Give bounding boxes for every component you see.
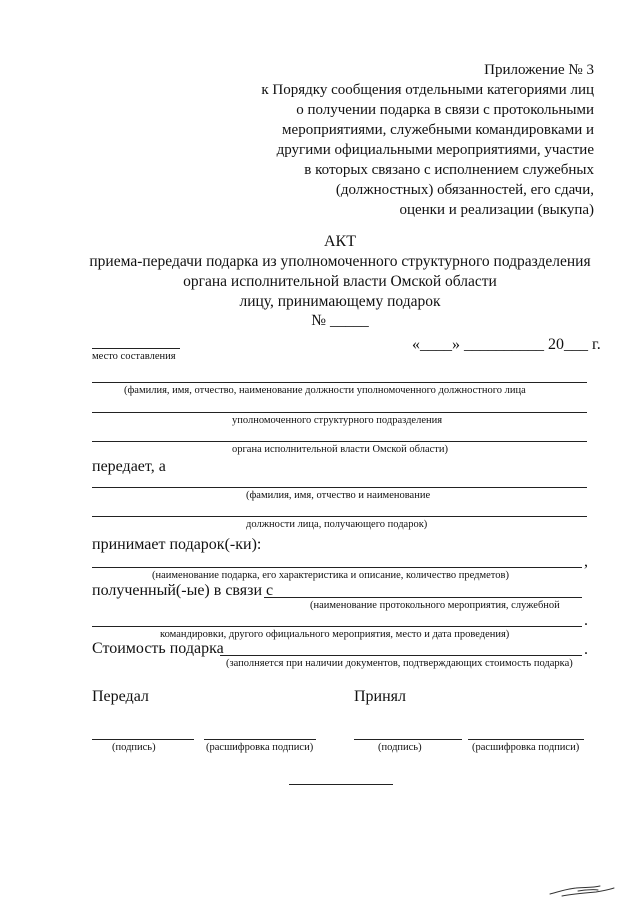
cost-line[interactable]	[220, 655, 582, 656]
took-signature-line[interactable]	[354, 739, 462, 740]
appendix-line: оценки и реализации (выкупа)	[399, 202, 594, 218]
transfers-label: передает, а	[92, 458, 166, 475]
took-decode-line[interactable]	[468, 739, 584, 740]
took-label: Принял	[354, 688, 407, 705]
act-subtitle: лицу, принимающему подарок	[239, 293, 441, 310]
handwritten-mark	[548, 880, 616, 900]
decode-caption: (расшифровка подписи)	[472, 742, 580, 753]
appendix-line: в которых связано с исполнением служебных	[304, 162, 594, 178]
event-period: .	[584, 612, 588, 629]
appendix-title: Приложение № 3	[484, 62, 594, 78]
gift-line[interactable]	[92, 567, 582, 568]
appendix-line: мероприятиями, служебными командировками и	[282, 122, 594, 138]
appendix-line: к Порядку сообщения отдельными категориями лиц	[261, 82, 594, 98]
recipient-position-line[interactable]	[92, 516, 587, 517]
accepts-label: принимает подарок(-ки):	[92, 536, 262, 553]
cost-label: Стоимость подарка	[92, 640, 224, 657]
gave-signature-line[interactable]	[92, 739, 194, 740]
date-field[interactable]: «____» __________ 20___ г.	[412, 336, 601, 353]
cost-period: .	[584, 641, 588, 658]
gave-decode-line[interactable]	[204, 739, 316, 740]
field-caption: должности лица, получающего подарок)	[246, 519, 428, 530]
appendix-line: о получении подарка в связи с протокольными	[296, 102, 594, 118]
field-caption: (фамилия, имя, отчество и наименование	[246, 490, 431, 501]
appendix-line: (должностных) обязанностей, его сдачи,	[335, 182, 594, 198]
appendix-line: другими официальными мероприятиями, участие	[276, 142, 594, 158]
field-caption: (наименование подарка, его характеристика и описание, количество предметов)	[152, 570, 509, 581]
authority-line[interactable]	[92, 441, 587, 442]
event-details-line[interactable]	[92, 626, 582, 627]
event-line[interactable]	[264, 597, 582, 598]
act-subtitle: органа исполнительной власти Омской области	[183, 273, 497, 290]
sign-caption: (подпись)	[378, 742, 422, 753]
field-caption: органа исполнительной власти Омской области)	[232, 444, 449, 455]
closing-separator	[289, 784, 393, 785]
division-line[interactable]	[92, 412, 587, 413]
act-number: № _____	[311, 312, 369, 329]
field-caption: уполномоченного структурного подразделения	[232, 415, 443, 426]
gift-comma: ,	[584, 553, 588, 570]
field-caption: (заполняется при наличии документов, подтверждающих стоимость подарка)	[226, 658, 573, 669]
recipient-line[interactable]	[92, 487, 587, 488]
field-caption: (фамилия, имя, отчество, наименование должности уполномоченного должностного лица	[124, 385, 526, 396]
field-caption: командировки, другого официального мероприятия, место и дата проведения)	[160, 629, 510, 640]
official-line[interactable]	[92, 382, 587, 383]
received-label: полученный(-ые) в связи с	[92, 582, 274, 599]
field-caption: (наименование протокольного мероприятия, служебной	[310, 600, 560, 611]
act-heading: АКТ	[324, 233, 356, 250]
gave-label: Передал	[92, 688, 149, 705]
place-line[interactable]	[92, 348, 180, 349]
act-subtitle: приема-передачи подарка из уполномоченного структурного подразделения	[89, 253, 591, 270]
place-caption: место составления	[92, 351, 176, 362]
sign-caption: (подпись)	[112, 742, 156, 753]
decode-caption: (расшифровка подписи)	[206, 742, 314, 753]
